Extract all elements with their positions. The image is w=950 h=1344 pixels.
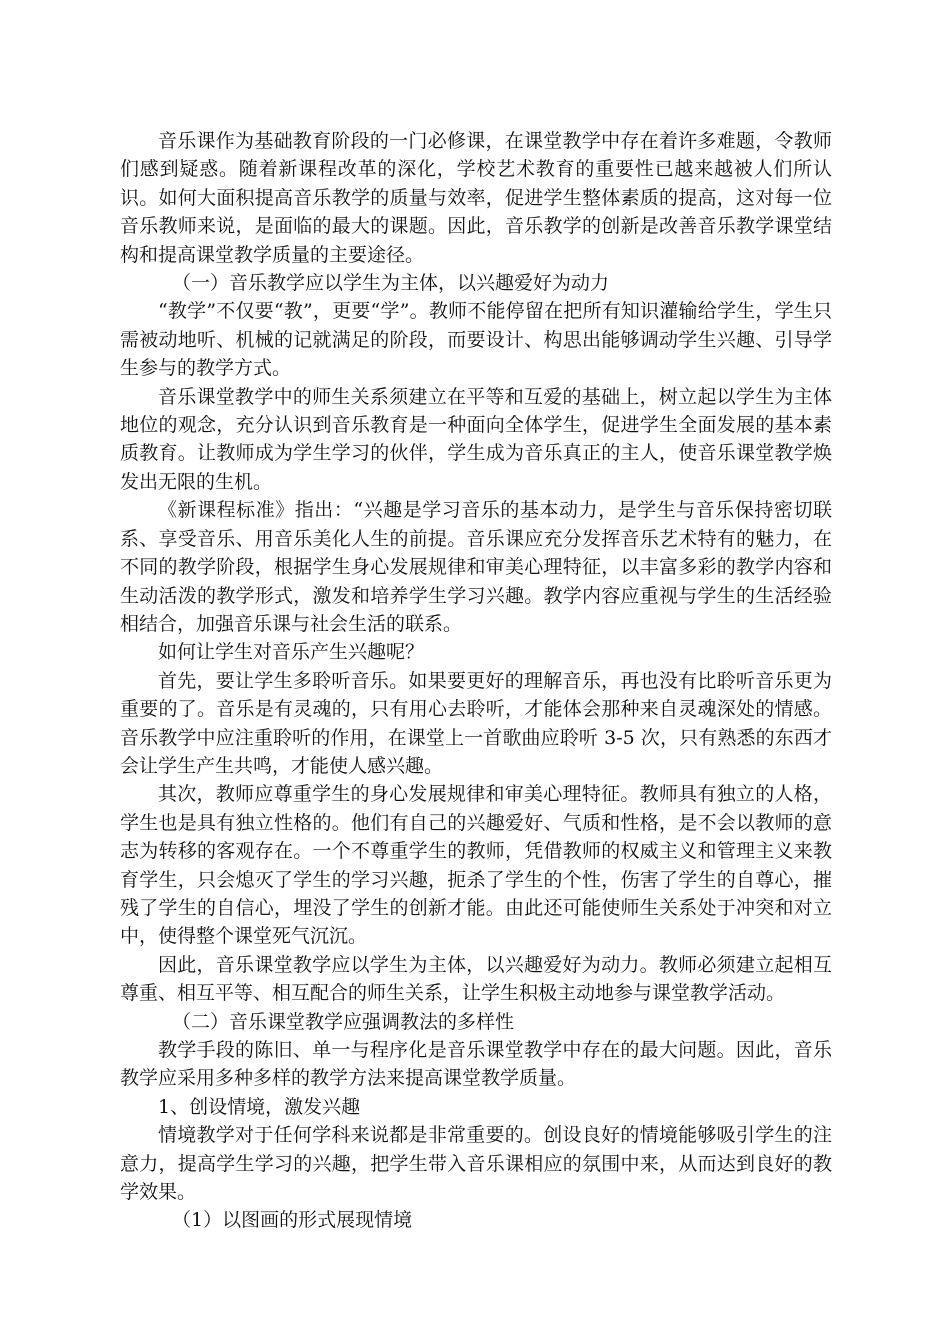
paragraph: “教学”不仅要“教”，更要“学”。教师不能停留在把所有知识灌输给学生，学生只需被动地听、机械的记就满足的阶段，而要设计、构思出能够调动学生兴趣、引导学生参与的教学方式。 [120, 300, 832, 380]
section-heading-2: （二）音乐课堂教学应强调教法的多样性 [172, 1010, 515, 1033]
paragraph: 其次，教师应尊重学生的身心发展规律和审美心理特征。教师具有独立的人格，学生也是具有独立性格的。他们有自己的兴趣爱好、气质和性格，是不会以教师的意志为转移的客观存在。一个不尊重学生的教师，凭借教师的权威主义和管理主义来教育学生，只会熄灭了学生的学习兴趣，扼杀了学生的个性，伤害了学生的自尊心，摧残了学生的自信心，埋没了学生的创新才能。由此还可能使师生关系处于冲突和对立中，使得整个课堂死气沉沉。 [120, 783, 832, 948]
sub-subheading: （1）以图画的形式展现情境 [172, 1209, 413, 1232]
paragraph-intro: 音乐课作为基础教育阶段的一门必修课，在课堂教学中存在着许多难题，令教师们感到疑惑。随着新课程改革的深化，学校艺术教育的重要性已越来越被人们所认识。如何大面积提高音乐教学的质量与效率，促进学生整体素质的提高，这对每一位音乐教师来说，是面临的最大的课题。因此，音乐教学的创新是改善音乐教学课堂结构和提高课堂教学质量的主要途径。 [120, 130, 832, 266]
paragraph: 音乐课堂教学中的师生关系须建立在平等和互爱的基础上，树立起以学生为主体地位的观念，充分认识到音乐教育是一种面向全体学生，促进学生全面发展的基本素质教育。让教师成为学生学习的伙伴，学生成为音乐真正的主人，使音乐课堂教学焕发出无限的生机。 [120, 385, 832, 493]
paragraph: 教学手段的陈旧、单一与程序化是音乐课堂教学中存在的最大问题。因此，音乐教学应采用多种多样的教学方法来提高课堂教学质量。 [120, 1039, 832, 1090]
section-heading-1: （一）音乐教学应以学生为主体，以兴趣爱好为动力 [172, 272, 610, 295]
subheading: 1、创设情境，激发兴趣 [158, 1095, 361, 1118]
paragraph: 首先，要让学生多聆听音乐。如果要更好的理解音乐，再也没有比聆听音乐更为重要的了。音乐是有灵魂的，只有用心去聆听，才能体会那种来自灵魂深处的情感。音乐教学中应注重聆听的作用，在课堂上一首歌曲应聆听 3-5 次，只有熟悉的东西才会让学生产生共鸣，才能使人感兴趣。 [120, 669, 832, 777]
paragraph: 《新课程标准》指出：“兴趣是学习音乐的基本动力，是学生与音乐保持密切联系、享受音乐、用音乐美化人生的前提。音乐课应充分发挥音乐艺术特有的魅力，在不同的教学阶段，根据学生身心发展规律和审美心理特征，以丰富多彩的教学内容和生动活泼的教学形式，激发和培养学生学习兴趣。教学内容应重视与学生的生活经验相结合，加强音乐课与社会生活的联系。 [120, 499, 832, 635]
paragraph: 如何让学生对音乐产生兴趣呢？ [158, 641, 425, 664]
paragraph: 因此，音乐课堂教学应以学生为主体，以兴趣爱好为动力。教师必须建立起相互尊重、相互平等、相互配合的师生关系，让学生积极主动地参与课堂教学活动。 [120, 953, 832, 1005]
paragraph: 情境教学对于任何学科来说都是非常重要的。创设良好的情境能够吸引学生的注意力，提高学生学习的兴趣，把学生带入音乐课相应的氛围中来，从而达到良好的教学效果。 [120, 1124, 832, 1204]
document-page [120, 127, 832, 1235]
